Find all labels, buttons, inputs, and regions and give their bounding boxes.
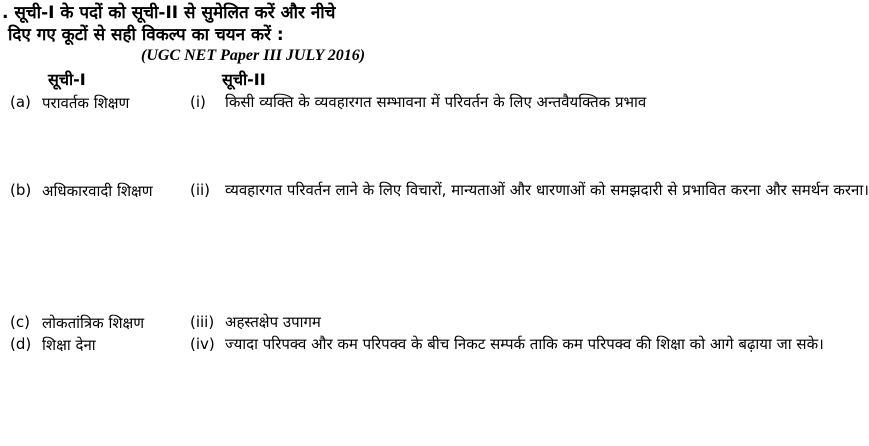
list1-header: सूची-I	[48, 70, 86, 89]
list2-marker-i: (i)	[190, 93, 206, 111]
list1-item-b: अधिकारवादी शिक्षण	[42, 182, 153, 200]
list1-marker-a: (a)	[10, 93, 31, 111]
list1-item-d: शिक्षा देना	[42, 336, 96, 354]
question-line-2: दिए गए कूटों से सही विकल्प का चयन करें :	[8, 25, 284, 45]
list2-marker-iv: (iv)	[190, 335, 215, 353]
question-line-1: . सूची-I के पदों को सूची-II से सुमेलित करें और नीचे	[2, 3, 336, 23]
list2-item-iii: अहस्तक्षेप उपागम	[225, 313, 321, 331]
list1-marker-d: (d)	[10, 335, 32, 353]
list1-item-c: लोकतांत्रिक शिक्षण	[42, 314, 145, 332]
list2-item-i: किसी व्यक्ति के व्यवहारगत सम्भावना में परिवर्तन के लिए अन्तवैयक्तिक प्रभाव	[225, 93, 647, 111]
list2-item-iv: ज्यादा परिपक्व और कम परिपक्व के बीच निकट सम्पर्क ताकि कम परिपक्व की शिक्षा को आगे बढ़ाया जा सके।	[225, 335, 824, 353]
list1-item-a: परावर्तक शिक्षण	[42, 94, 130, 112]
exam-source: (UGC NET Paper III JULY 2016)	[141, 47, 366, 64]
list2-item-ii: व्यवहारगत परिवर्तन लाने के लिए विचारों, मान्यताओं और धारणाओं को समझदारी से प्रभावित करना और समर्थन करना।	[225, 181, 869, 199]
list1-marker-b: (b)	[10, 181, 32, 199]
list2-header: सूची-II	[222, 70, 266, 89]
list2-marker-ii: (ii)	[190, 181, 211, 199]
list1-marker-c: (c)	[10, 313, 30, 331]
list2-marker-iii: (iii)	[190, 313, 215, 331]
